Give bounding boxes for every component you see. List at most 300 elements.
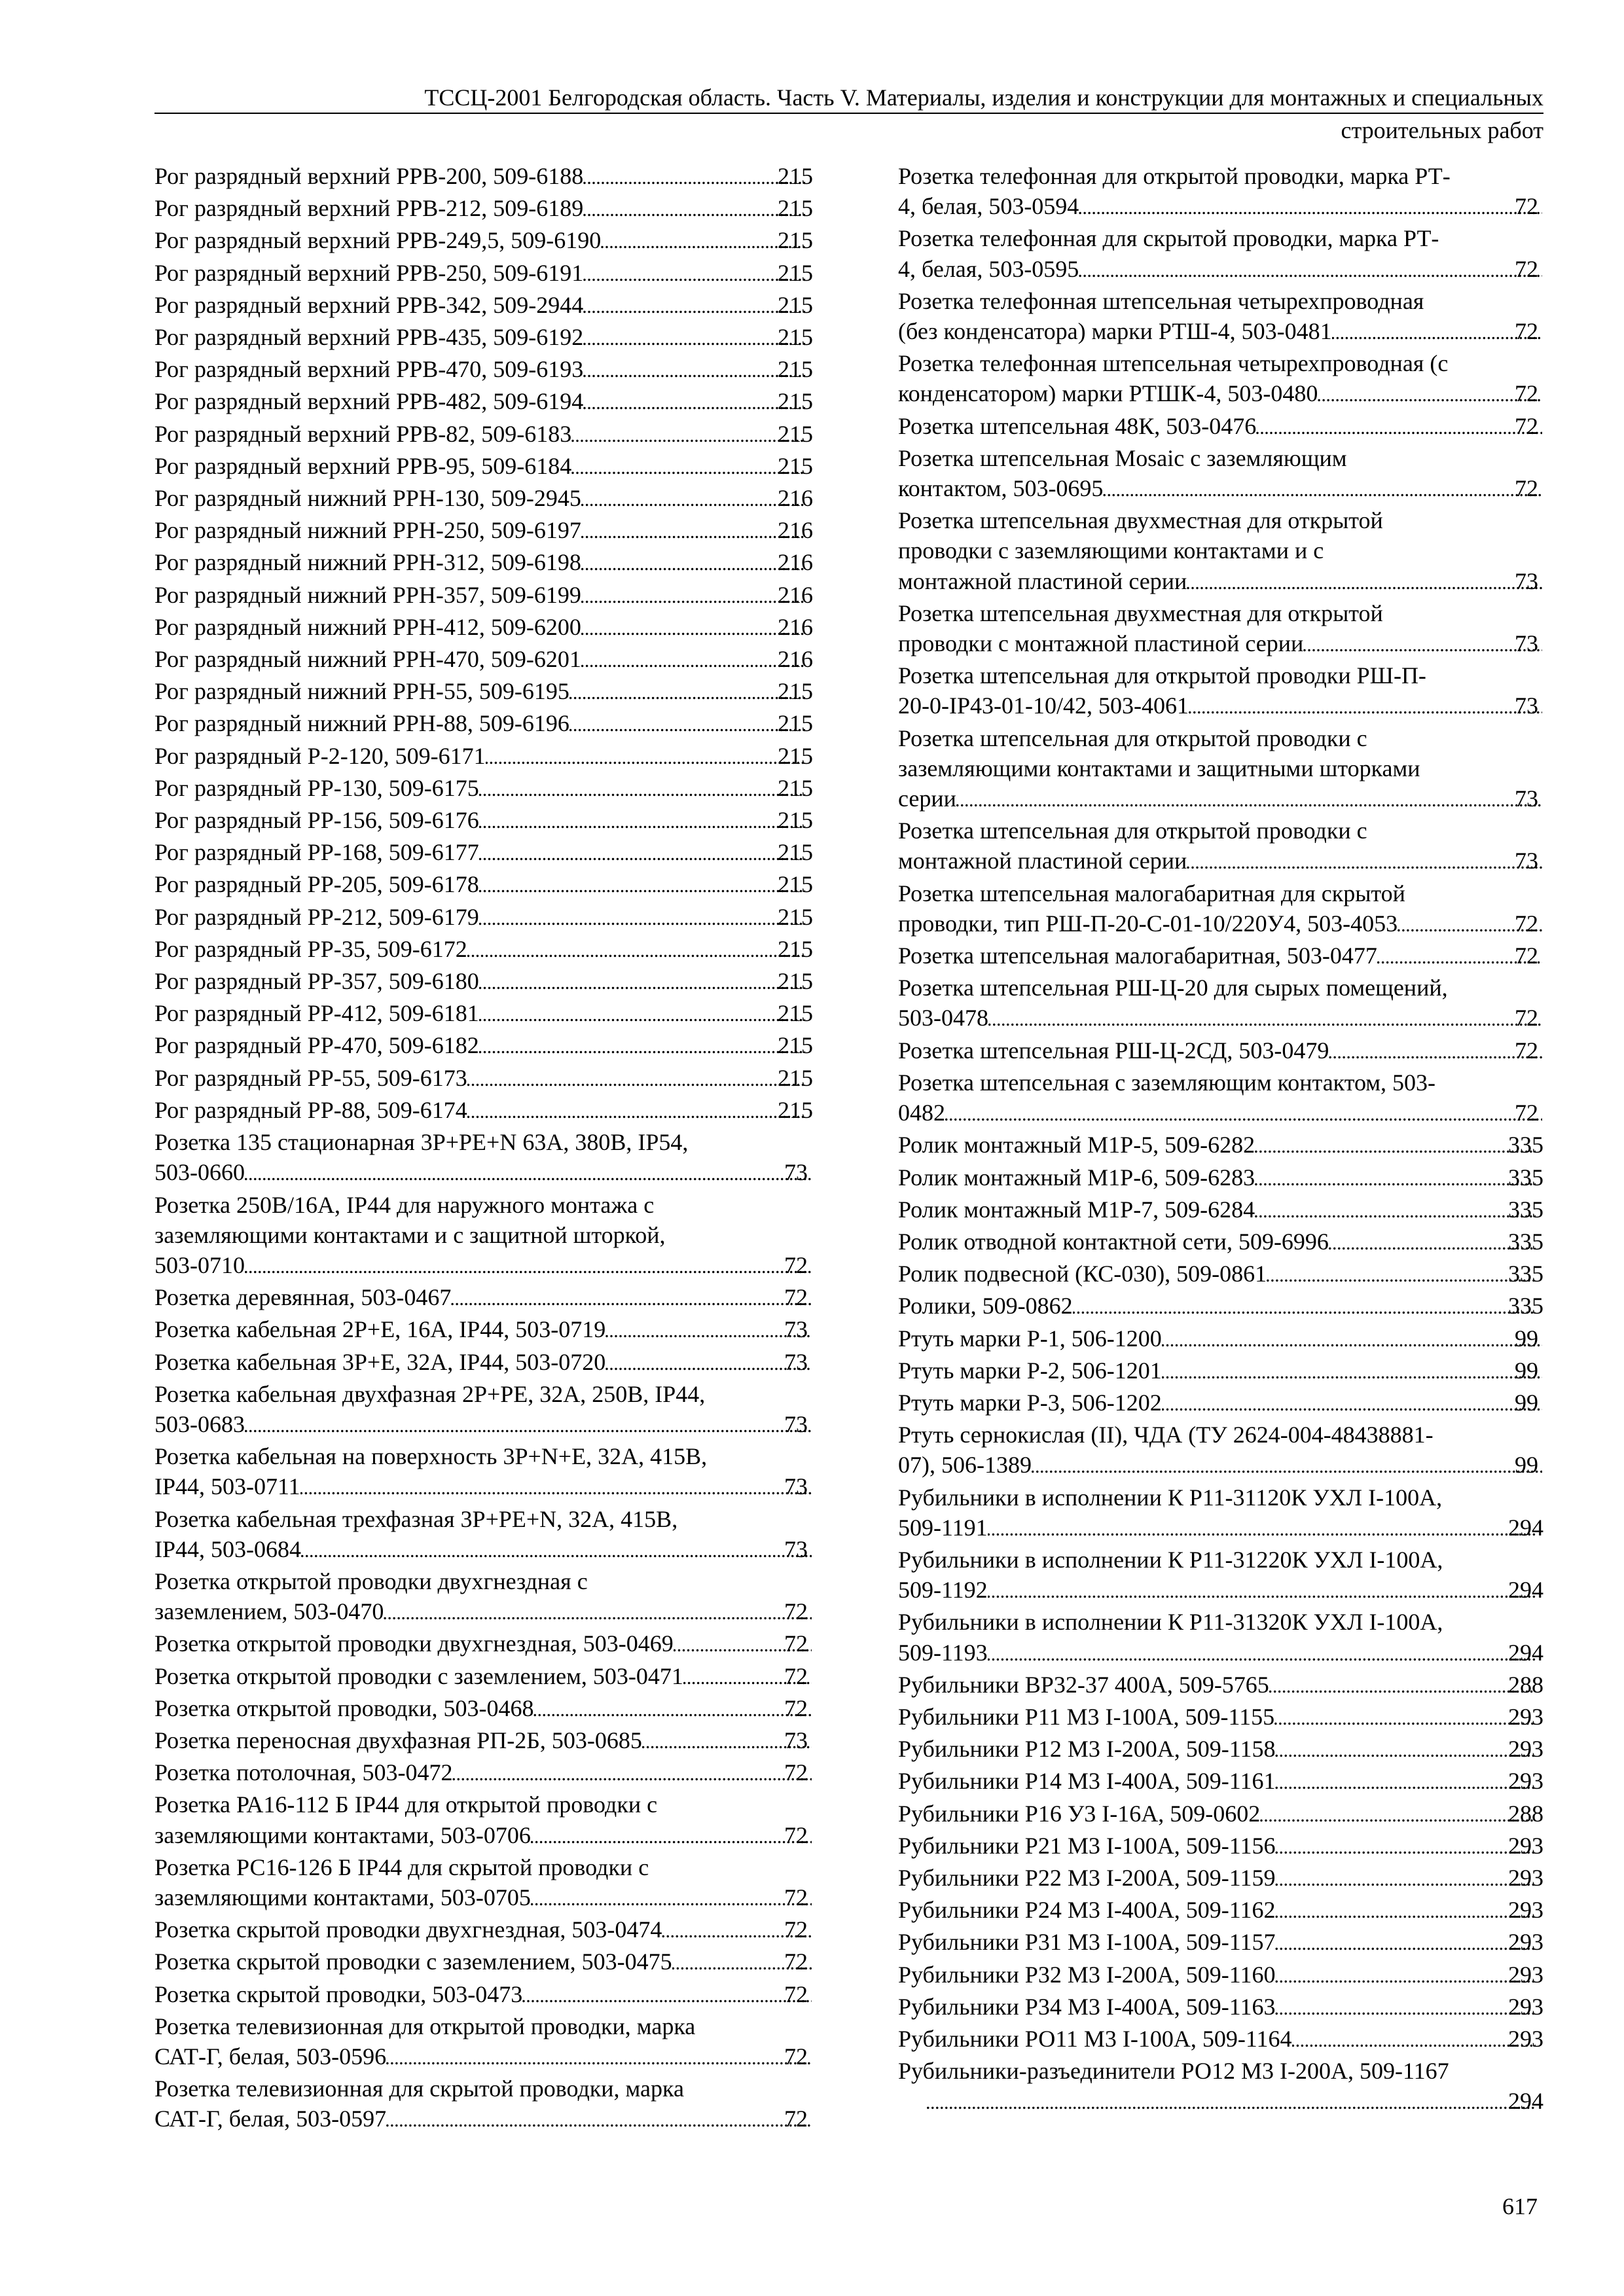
index-entry-text: Розетка штепсельная Mosaic с заземляющим [898,444,1347,471]
index-entry-leader-line [154,773,813,805]
index-entry-text: Рог разрядный РР-88, 509-6174 [154,1096,467,1123]
dot-leader [1079,254,1542,286]
index-entry-page: 288 [1508,1800,1543,1827]
index-entry-leader-line [154,547,813,579]
index-entry-page: 72 [1515,318,1538,345]
index-entry-page: 215 [778,871,813,898]
index-entry-leader-line [154,1820,813,1852]
index-entry-leader-line [898,1895,1543,1927]
dot-leader [988,1638,1536,1670]
index-entry [898,1035,1543,1067]
index-entry-text: Рог разрядный верхний РРВ-82, 509-6183 [154,420,572,447]
index-entry-page: 294 [1508,2088,1543,2115]
index-entry-page: 99 [1515,1357,1538,1384]
index-entry-text: Рубильники Р22 М3 I-200А, 509-1159 [898,1864,1276,1891]
header-title-continuation: строительных работ [1341,117,1543,143]
index-entry-leader-line [898,1960,1543,1992]
index-entry-page: 72 [1515,910,1538,937]
index-entry [898,1482,1543,1545]
index-entry-leader-line [898,1799,1543,1831]
index-entry [154,2073,813,2136]
index-entry-page: 72 [784,1821,808,1848]
index-entry-text: Рог разрядный верхний РРВ-342, 509-2944 [154,291,584,318]
index-entry-leader-line [154,1471,813,1503]
index-entry-page: 73 [1515,848,1538,874]
dot-leader [1275,1960,1536,1992]
index-entry-page: 293 [1508,1897,1543,1924]
index-entry-leader-line [154,1095,813,1127]
index-entry-leader-line [154,676,813,708]
index-entry-text: заземляющими контактами, 503-0705 [154,1884,531,1910]
index-entry-text: Рог разрядный верхний РРВ-470, 509-6193 [154,356,584,383]
index-entry-text: Ролик подвесной (КС-030), 509-0861 [898,1261,1267,1287]
index-entry-text: Розетка кабельная 3Р+Е, 32А, IP44, 503-0720 [154,1348,606,1375]
index-entry-page: 99 [1515,1389,1538,1416]
index-entry [898,660,1543,723]
dot-leader [581,580,805,612]
index-entry-page: 72 [784,1759,808,1786]
index-entry-leader-line [927,2086,1543,2118]
index-entry-text: Розетка кабельная 2Р+Е, 16А, IP44, 503-0719 [154,1316,606,1343]
index-entry [154,741,813,773]
index-entry-leader-line [154,225,813,257]
index-entry [898,1355,1543,1388]
index-entry-text: Розетка деревянная, 503-0467 [154,1284,452,1311]
dot-leader [479,902,805,934]
index-entry-page: 99 [1515,1452,1538,1479]
index-entry-page: 73 [784,1316,808,1343]
index-entry-page: 72 [1515,942,1538,969]
index-entry-text: 07), 506-1389 [898,1452,1032,1479]
index-entry [898,1194,1543,1227]
index-entry-leader-line [154,1979,813,2011]
index-entry-text: Рог разрядный верхний РРВ-200, 509-6188 [154,163,584,189]
index-entry-page: 73 [784,1535,808,1562]
dot-leader [1189,691,1542,723]
index-entry [898,1927,1543,1959]
index-entry-page: 294 [1508,1577,1543,1604]
index-entry [154,419,813,451]
dot-leader [945,1098,1542,1130]
index-entry-page: 335 [1508,1293,1543,1319]
dot-leader [1256,411,1542,443]
index-entry-page: 72 [784,1662,808,1689]
index-entry [898,2056,1543,2118]
index-entry [154,258,813,290]
index-entry-text: Рог разрядный верхний РРВ-250, 509-6191 [154,259,584,286]
index-entry-text: Ролик отводной контактной сети, 509-6996 [898,1228,1329,1255]
dot-leader [245,1250,812,1282]
index-entry-leader-line [154,934,813,966]
index-entry [898,1734,1543,1766]
index-entry-page: 215 [778,742,813,769]
index-entry-leader-line [898,1450,1543,1482]
dot-leader [1255,1194,1536,1227]
index-entry-leader-line [154,1914,813,1946]
index-entry-page: 215 [778,968,813,995]
index-entry [154,547,813,579]
index-entry-text: Розетка штепсельная для открытой проводки с [898,817,1367,844]
index-entry-text: Рог разрядный РР-130, 509-6175 [154,774,479,801]
index-entry-leader-line [898,1162,1543,1194]
index-entry [898,1766,1543,1798]
index-entry-page: 72 [784,1251,808,1278]
index-entry-text: Рог разрядный нижний РРН-55, 509-6195 [154,678,569,705]
index-entry-text: Рог разрядный РР-156, 509-6176 [154,807,479,834]
index-entry-page: 72 [1515,475,1538,502]
dot-leader [467,1063,805,1095]
index-entry-text: Рубильники в исполнении К Р11-31120К УХЛ I-100А, [898,1484,1443,1511]
index-entry-text: Рог разрядный верхний РРВ-212, 509-6189 [154,195,584,222]
index-entry-text: Розетка 135 стационарная 3P+PE+N 63А, 380В, IP54, [154,1129,689,1156]
index-entry-page: 335 [1508,1228,1543,1255]
index-entry-leader-line [154,1661,813,1693]
index-entry-text: Розетка открытой проводки двухгнездная, 503-0469 [154,1630,674,1657]
index-entry-page: 215 [778,420,813,447]
dot-leader [1162,1355,1542,1388]
dot-leader [479,805,805,837]
index-entry-page: 216 [778,613,813,640]
index-entry [898,1291,1543,1323]
index-entry-text: 509-1191 [898,1514,988,1541]
index-entry-page: 73 [1515,567,1538,594]
index-entry-text: Рог разрядный РР-168, 509-6177 [154,839,479,866]
index-entry [898,505,1543,598]
dot-leader [605,1314,812,1346]
index-entry-text: САТ-Г, белая, 503-0597 [154,2106,387,2132]
dot-leader [467,934,805,966]
index-entry [898,1960,1543,1992]
index-entry-leader-line [154,741,813,773]
index-entry-leader-line [898,1831,1543,1863]
index-entry [154,612,813,644]
index-entry-text: Ролик монтажный М1Р-7, 509-6284 [898,1196,1255,1223]
index-entry-leader-line [154,1757,813,1789]
index-entry-leader-line [154,1157,813,1189]
index-entry [154,1347,813,1379]
index-entry [154,934,813,966]
dot-leader [1260,1799,1536,1831]
index-entry-text: Рог разрядный РР-55, 509-6173 [154,1064,467,1091]
index-entry-leader-line [154,419,813,451]
dot-leader [1269,1670,1536,1702]
index-entry-leader-line [154,483,813,515]
index-entry [154,1693,813,1725]
index-entry-leader-line [154,161,813,193]
index-entry-leader-line [898,1194,1543,1227]
index-entry-text: Рубильники ВР32-37 400А, 509-5765 [898,1671,1269,1698]
index-entry-text: Розетка скрытой проводки двухгнездная, 503-0474 [154,1916,662,1943]
index-entry-leader-line [154,2104,813,2136]
index-entry-text: Ртуть сернокислая (II), ЧДА (ТУ 2624-004-48438881- [898,1422,1434,1448]
index-entry-leader-line [154,1693,813,1725]
index-entry [154,644,813,676]
index-entry-page: 72 [784,1916,808,1943]
index-entry-text: Ролики, 509-0862 [898,1293,1073,1319]
index-entry-leader-line [154,1534,813,1566]
index-entry-text: Рог разрядный верхний РРВ-435, 509-6192 [154,324,584,351]
dot-leader [386,2041,812,2073]
index-entry-text: Рубильники-разъединители РО12 М3 I-200А, 509-1167 [898,2058,1449,2085]
index-entry-text: Рубильники Р31 М3 I-100А, 509-1157 [898,1929,1276,1956]
index-entry-page: 72 [784,1598,808,1625]
index-entry-page: 72 [1515,255,1538,282]
dot-leader [1073,1291,1536,1323]
index-entry-leader-line [898,566,1543,598]
index-entry-leader-line [154,451,813,483]
index-entry-leader-line [898,1513,1543,1545]
index-entry-text: Розетка телевизионная для скрытой проводки, марка [154,2075,684,2102]
index-entry [154,1566,813,1628]
dot-leader [1275,1831,1536,1863]
index-entry [898,286,1543,348]
index-entry-text: Розетка РА16-112 Б IP44 для открытой проводки с [154,1791,658,1818]
index-entry-page: 215 [778,452,813,479]
index-entry-text: Рог разрядный РР-205, 509-6178 [154,871,479,898]
index-entry-page: 99 [1515,1325,1538,1352]
dot-leader [1079,191,1542,223]
index-entry-text: серии [898,785,956,812]
dot-leader [1103,473,1542,505]
dot-leader [245,1157,812,1189]
index-entry-text: 0482 [898,1100,945,1126]
index-entry-page: 215 [778,356,813,383]
dot-leader [479,1030,805,1062]
index-entry-text: Рог разрядный нижний РРН-312, 509-6198 [154,549,581,576]
index-entry-page: 335 [1508,1196,1543,1223]
dot-leader [1162,1323,1542,1355]
index-entry-page: 73 [784,1159,808,1186]
index-entry-leader-line [898,941,1543,973]
index-entry [898,1323,1543,1355]
index-entry-text: Розетка скрытой проводки с заземлением, 503-0475 [154,1948,672,1975]
index-entry [154,193,813,225]
index-entry-text: Рубильники в исполнении К Р11-31320К УХЛ I-100А, [898,1609,1443,1636]
index-entry [898,1259,1543,1291]
dot-leader [386,2104,812,2136]
index-entry-text: Розетка телефонная для открытой проводки, марка РТ- [898,163,1451,189]
index-entry-leader-line [154,1347,813,1379]
index-entry-leader-line [154,580,813,612]
index-entry [154,1030,813,1062]
index-entry-page: 72 [1515,1037,1538,1064]
index-entry [898,1831,1543,1863]
index-entry-text: Розетка телефонная штепсельная четырехпроводная [898,287,1424,314]
index-column-right [898,161,1543,2119]
index-entry-page: 335 [1508,1261,1543,1287]
index-entry-text: Рубильники Р12 М3 I-200А, 509-1158 [898,1736,1276,1763]
dot-leader [569,708,805,740]
index-entry [154,515,813,547]
index-entry-text: Розетка открытой проводки двухгнездная с [154,1568,588,1594]
index-entry [154,869,813,901]
index-entry [898,1670,1543,1702]
index-entry-text: Розетка кабельная на поверхность 3Р+N+Е, 32А, 415В, [154,1443,708,1470]
index-entry-text: монтажной пластиной серии [898,567,1187,594]
index-entry-text: Ртуть марки Р-3, 506-1202 [898,1389,1162,1416]
index-entry-text: Ртуть марки Р-1, 506-1200 [898,1325,1162,1352]
index-entry-leader-line [898,2024,1543,2056]
index-entry-leader-line [154,644,813,676]
dot-leader [384,1596,812,1628]
index-entry-text: Ролик монтажный М1Р-6, 509-6283 [898,1164,1255,1191]
dot-leader [988,1003,1542,1035]
dot-leader [479,837,805,869]
dot-leader [569,676,805,708]
index-entry-leader-line [898,1323,1543,1355]
index-entry [898,1863,1543,1895]
index-entry-text: Розетка телефонная для скрытой проводки, марка РТ- [898,225,1439,252]
index-entry-text: Розетка кабельная двухфазная 2P+PE, 32А, 250В, IP44, [154,1380,706,1407]
index-entry-page: 216 [778,646,813,673]
dot-leader [581,644,805,676]
index-entry-leader-line [898,191,1543,223]
dot-leader [1255,1162,1536,1194]
index-entry [154,1063,813,1095]
index-entry [898,1162,1543,1194]
index-entry-text: заземляющими контактами, 503-0706 [154,1821,531,1848]
index-entry [154,676,813,708]
index-entry-page: 335 [1508,1164,1543,1191]
index-entry [154,966,813,998]
index-entry-page: 72 [1515,1100,1538,1126]
index-entry-text: Рог разрядный Р-2-120, 509-6171 [154,742,486,769]
dot-leader [956,783,1542,816]
index-entry-page: 215 [778,195,813,222]
index-entry-page: 216 [778,485,813,512]
index-entry-page: 215 [778,678,813,705]
dot-leader [486,741,805,773]
index-entry-leader-line [154,515,813,547]
index-entry [154,354,813,386]
index-entry-page: 294 [1508,1514,1543,1541]
index-entry-page: 72 [784,2043,808,2070]
index-entry-text: Розетка 250В/16А, IP44 для наружного монтажа с [154,1191,655,1218]
dot-leader [1274,1702,1536,1734]
index-entry-text: проводки, тип РШ-П-20-С-01-10/220У4, 503-4053 [898,910,1398,937]
index-entry [898,1799,1543,1831]
index-entry [898,411,1543,443]
dot-leader [301,1534,812,1566]
index-entry [898,878,1543,941]
index-entry-page: 216 [778,549,813,576]
index-entry-page: 293 [1508,1832,1543,1859]
index-entry [898,816,1543,878]
dot-leader [571,419,805,451]
index-entry-page: 215 [778,163,813,189]
page-number: 617 [1502,2193,1538,2219]
dot-leader [452,1757,812,1789]
index-entry [154,773,813,805]
index-entry-page: 293 [1508,1703,1543,1730]
index-entry [154,225,813,257]
index-entry-leader-line [154,869,813,901]
index-entry-text: Розетка открытой проводки, 503-0468 [154,1695,534,1721]
index-entry-page: 73 [1515,785,1538,812]
index-entry-page: 215 [778,807,813,834]
index-entry-text: Рог разрядный верхний РРВ-482, 509-6194 [154,388,584,415]
dot-leader [581,483,805,515]
index-entry-text: Розетка штепсельная РШ-Ц-2СД, 503-0479 [898,1037,1329,1064]
dot-leader [1303,628,1542,660]
index-entry [898,223,1543,285]
index-entry-page: 335 [1508,1132,1543,1158]
index-entry-page: 215 [778,774,813,801]
dot-leader [1275,1992,1536,2024]
index-entry-leader-line [898,908,1543,941]
index-entry-leader-line [898,316,1543,348]
dot-leader [479,773,805,805]
index-entry-leader-line [154,837,813,869]
index-entry-text: проводки с монтажной пластиной серии [898,630,1304,657]
header-rule [154,113,1543,114]
index-entry-text: Ролик монтажный М1Р-5, 509-6282 [898,1132,1255,1158]
dot-leader [583,193,805,225]
index-entry-page: 72 [1515,380,1538,407]
index-entry-page: 72 [784,1695,808,1721]
index-entry-page: 216 [778,517,813,544]
index-entry-page: 293 [1508,1929,1543,1956]
index-entry-page: 72 [784,1948,808,1975]
index-entry-page: 288 [1508,1671,1543,1698]
dot-leader [1162,1388,1542,1420]
dot-leader [479,966,805,998]
index-entry [898,1388,1543,1420]
dot-leader [479,869,805,901]
index-entry-text: заземляющими контактами и защитными шторками [898,755,1420,781]
index-entry [154,708,813,740]
index-entry-text: Рог разрядный верхний РРВ-249,5, 509-6190 [154,227,602,254]
index-entry [154,902,813,934]
dot-leader [1275,1927,1536,1959]
index-entry [154,1789,813,1852]
index-entry-leader-line [154,1314,813,1346]
index-entry-text: 509-1193 [898,1639,988,1666]
index-entry-text: Рубильники в исполнении К Р11-31220К УХЛ I-100А, [898,1546,1443,1573]
index-entry [154,386,813,418]
index-entry-page: 215 [778,710,813,737]
dot-leader [581,547,805,579]
dot-leader [583,386,805,418]
index-entry-text: САТ-Г, белая, 503-0596 [154,2043,387,2070]
index-entry [898,348,1543,410]
index-entry-leader-line [154,805,813,837]
dot-leader [1255,1130,1536,1162]
index-entry [898,1702,1543,1734]
index-entry-page: 215 [778,259,813,286]
index-entry-text: Рог разрядный РР-35, 509-6172 [154,935,467,962]
index-entry-text: Рог разрядный РР-357, 509-6180 [154,968,479,995]
index-entry-leader-line [154,1725,813,1757]
index-entry [154,1190,813,1283]
index-entry-leader-line [898,1035,1543,1067]
index-entry-text: Розетка открытой проводки с заземлением, 503-0471 [154,1662,683,1689]
index-entry-leader-line [154,322,813,354]
index-entry [154,451,813,483]
index-entry-text: Розетка потолочная, 503-0472 [154,1759,453,1786]
index-entry-leader-line [154,290,813,322]
index-entry-leader-line [154,258,813,290]
dot-leader [1292,2024,1536,2056]
dot-leader [988,1513,1536,1545]
index-entry-text: Розетка штепсельная двухместная для открытой [898,600,1383,626]
index-entry-leader-line [154,1946,813,1979]
index-entry-leader-line [154,1030,813,1062]
dot-leader [1275,1734,1536,1766]
index-entry-page: 215 [778,903,813,930]
index-entry-text: Розетка скрытой проводки, 503-0473 [154,1981,523,2007]
index-entry-text: Розетка штепсельная 48К, 503-0476 [898,412,1257,439]
